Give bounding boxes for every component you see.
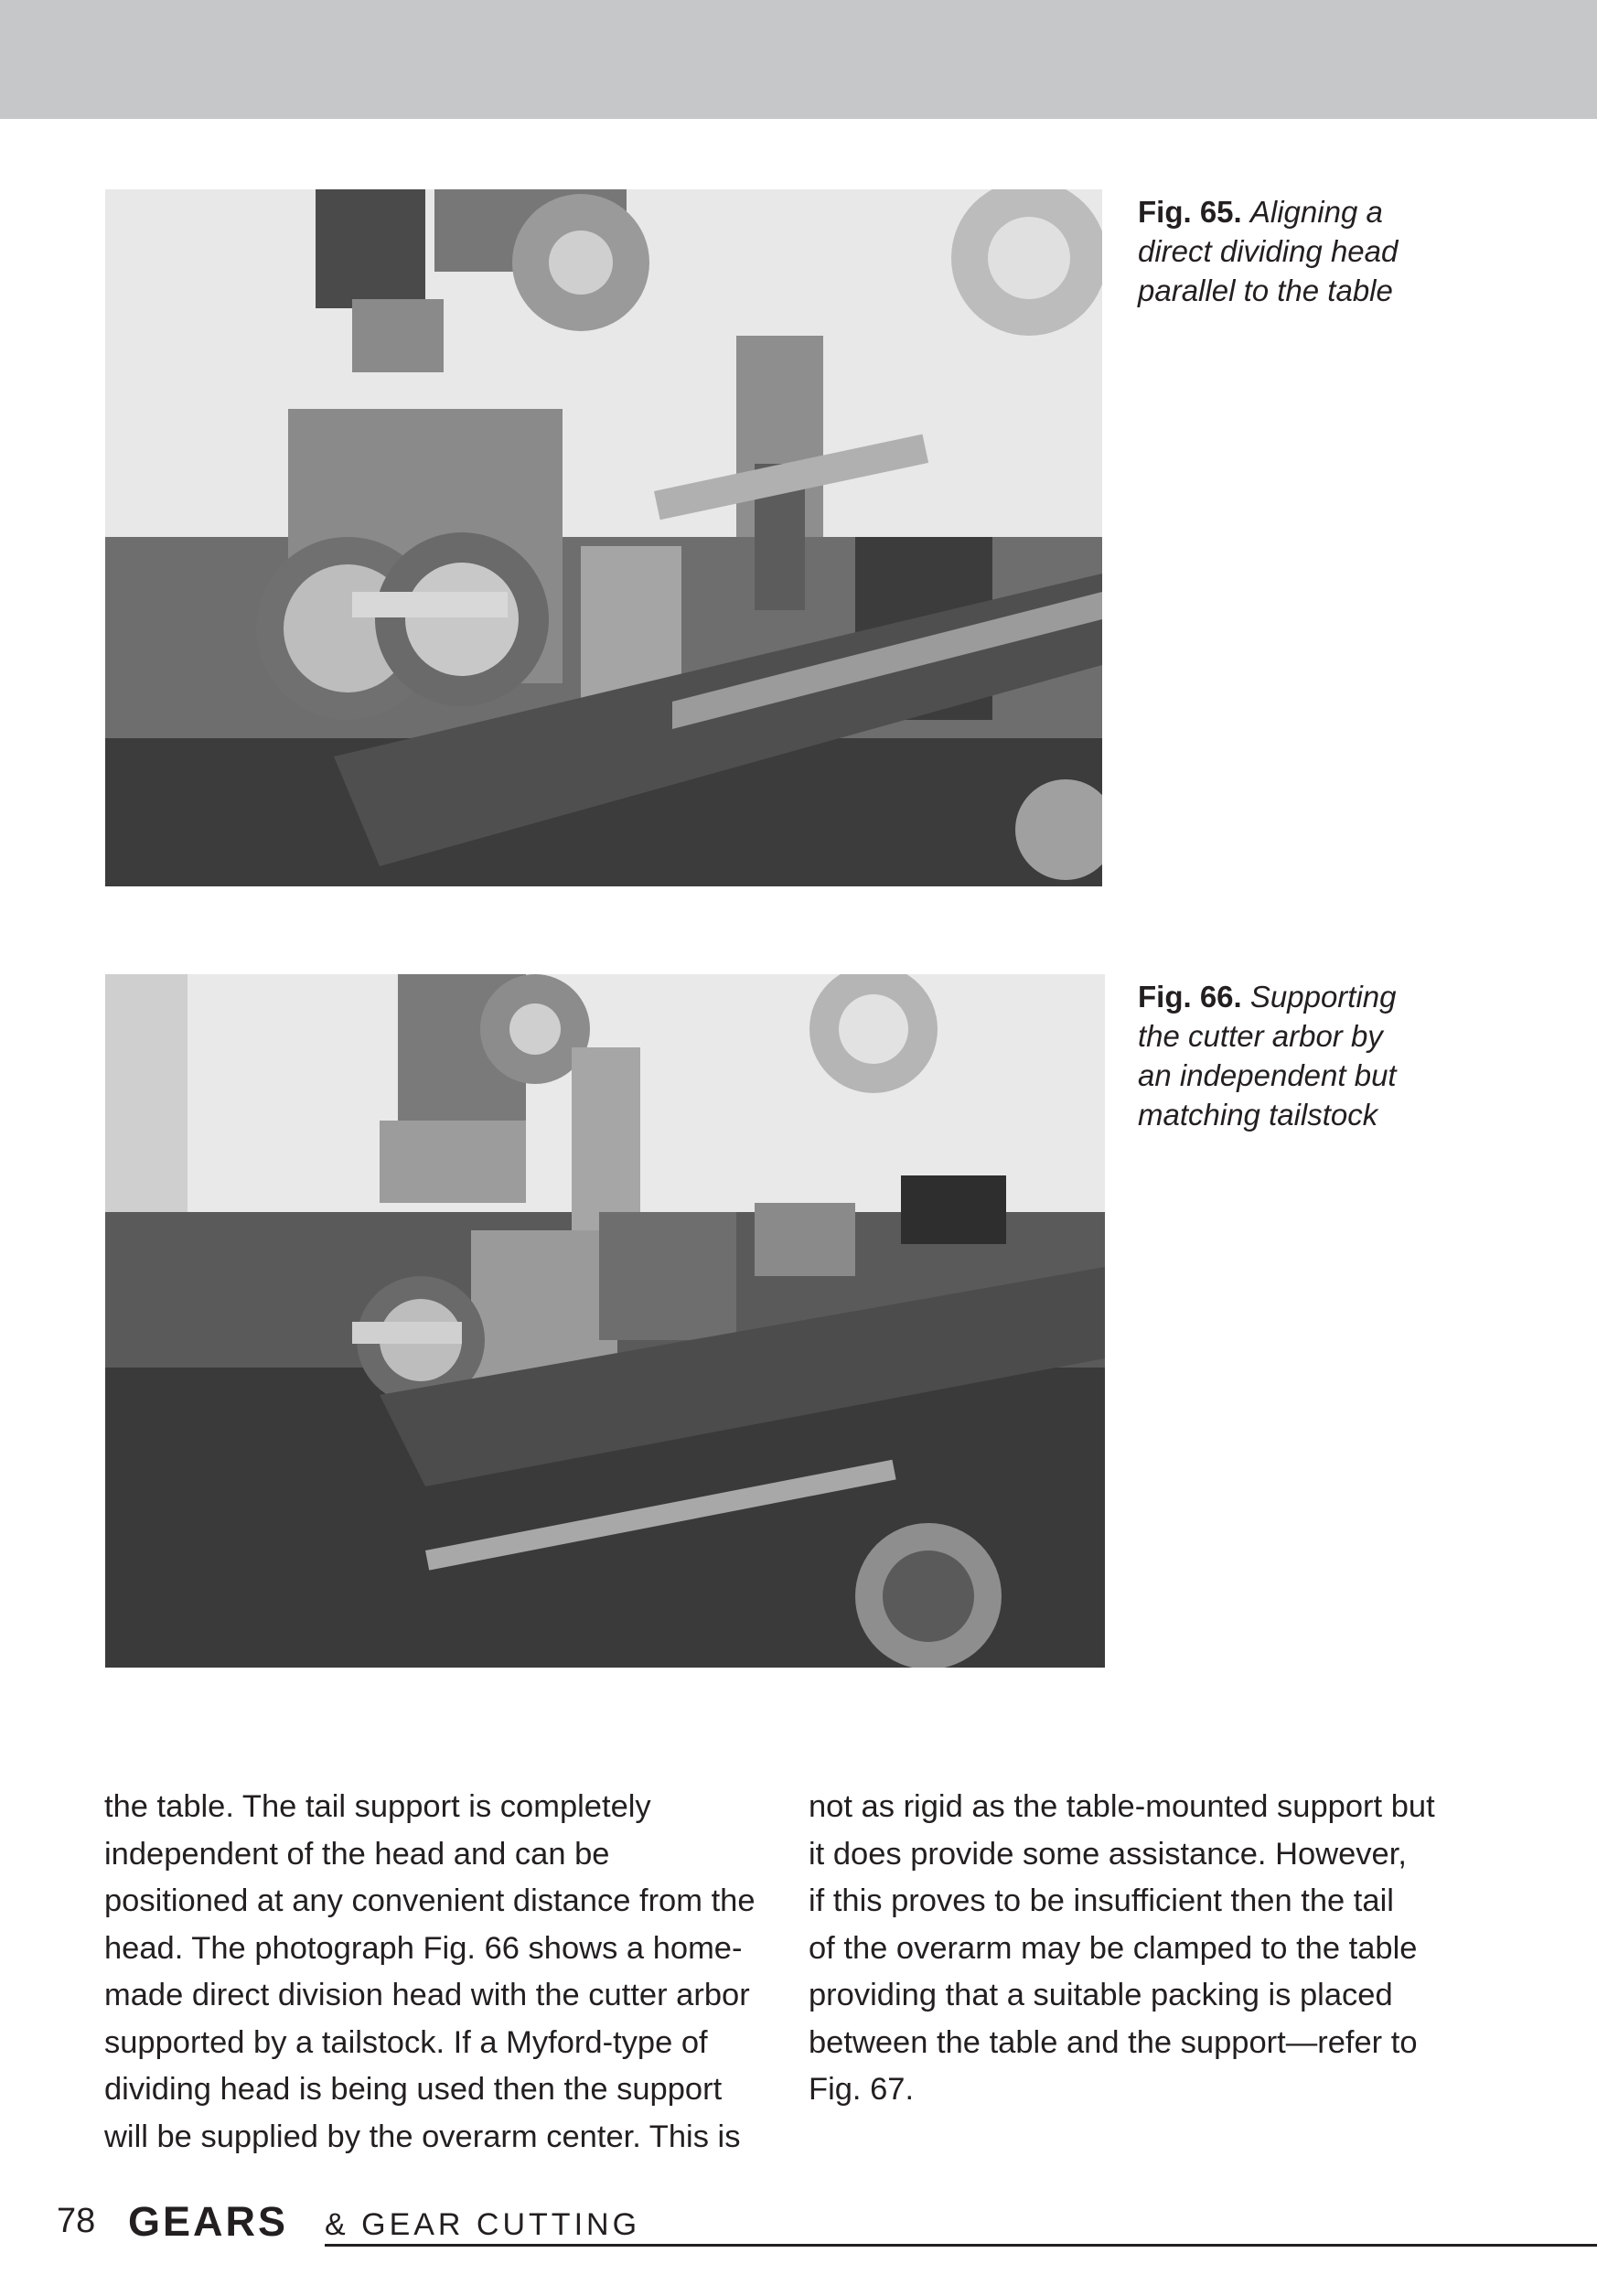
figure-66-label: Fig. 66. <box>1138 980 1242 1014</box>
body-line: providing that a suitable packing is placed <box>809 1978 1393 2012</box>
body-line: dividing head is being used then the support <box>104 2072 723 2107</box>
book-subtitle: & GEAR CUTTING <box>325 2207 641 2242</box>
body-line: independent of the head and can be <box>104 1836 610 1872</box>
body-line: not as rigid as the table-mounted support but <box>809 1789 1435 1824</box>
body-line: made direct division head with the cutter arbor <box>104 1978 750 2012</box>
figure-65-label: Fig. 65. <box>1138 195 1242 229</box>
body-line: positioned at any convenient distance from the <box>104 1883 756 1918</box>
header-band <box>0 0 1597 119</box>
page-number: 78 <box>57 2202 96 2240</box>
page-footer <box>0 2191 1597 2246</box>
book-title: GEARS <box>128 2198 289 2245</box>
figure-66-caption <box>1138 977 1440 1134</box>
figure-65-caption-line: direct dividing head <box>1138 234 1399 268</box>
figure-66-photo <box>105 974 1105 1668</box>
body-line: supported by a tailstock. If a Myford-type of <box>104 2024 708 2060</box>
body-text-right-column <box>809 1784 1485 2114</box>
body-line: Fig. 67. <box>809 2072 915 2107</box>
body-line: if this proves to be insufficient then the tail <box>809 1883 1394 1918</box>
body-line: will be supplied by the overarm center. This is <box>104 2119 741 2154</box>
body-line: between the table and the support—refer to <box>809 2024 1418 2060</box>
figure-65-caption-line: parallel to the table <box>1138 274 1393 307</box>
body-line: the table. The tail support is completely <box>104 1789 651 1824</box>
body-text-left-column <box>104 1784 781 2161</box>
figure-66-caption-line: an independent but <box>1138 1058 1397 1092</box>
footer-rule <box>325 2244 1597 2247</box>
figure-65-photo <box>105 189 1102 886</box>
body-line: of the overarm may be clamped to the table <box>809 1930 1418 1966</box>
body-line: it does provide some assistance. However, <box>809 1836 1407 1872</box>
figure-66-caption-line: the cutter arbor by <box>1138 1019 1383 1053</box>
figure-65-caption-line: Aligning a <box>1249 195 1383 229</box>
body-line: head. The photograph Fig. 66 shows a home- <box>104 1930 743 1966</box>
figure-66-caption-line: matching tailstock <box>1138 1098 1378 1132</box>
figure-66-caption-line: Supporting <box>1249 980 1397 1014</box>
figure-65-caption <box>1138 192 1440 310</box>
